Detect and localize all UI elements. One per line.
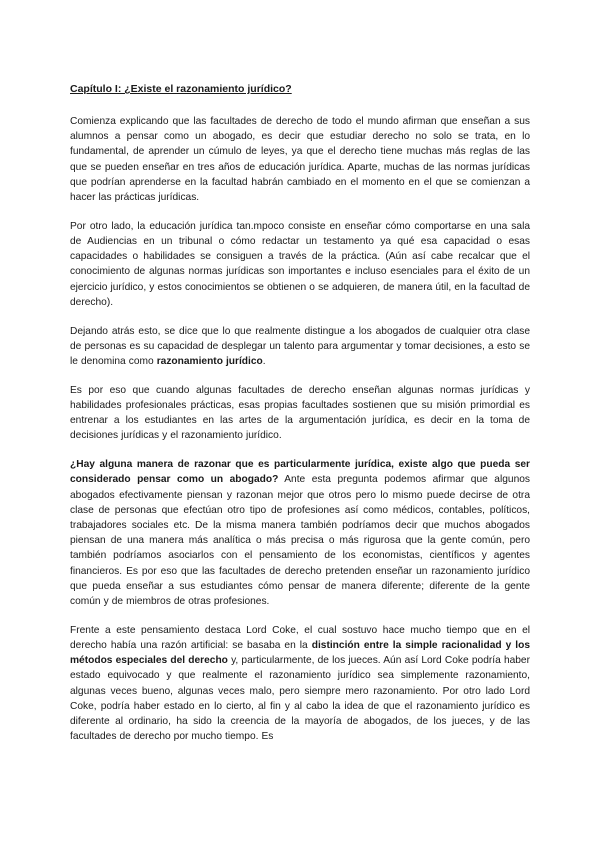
document-body: [70, 114, 530, 744]
paragraph: [70, 219, 530, 310]
bold-text: distinción entre la simple racionalidad y los métodos especiales del derecho: [70, 640, 531, 667]
bold-text: razonamiento jurídico: [156, 356, 263, 368]
paragraph: [70, 114, 530, 205]
paragraph: [70, 324, 530, 370]
text-run: Comienza explicando que las facultades de derecho de todo el mundo afirman que enseñan a sus alumnos a pensar como un abogado, es decir que estudiar derecho no solo se trata, en lo fundamental, de aprender un cúmulo de leyes, ya que el derecho tiene muchas más reglas de las que se pueden enseñar en tres años de educación jurídica. Aparte, muchas de las normas jurídicas que podrían aprenderse en la facultad habrán cambiado en el momento en el que se comienzan a hacer las prácticas jurídicas.: [70, 116, 530, 204]
text-run: Ante esta pregunta podemos afirmar que algunos abogados efectivamente piensan y razonan mejor que otros pero lo mismo puede decirse de otra clase de personas que efectúan otro tipo de profesiones así como médicos, contables, políticos, trabajadores sociales etc. De la misma manera también podríamos decir que muchos abogados piensan de una manera más analítica o más precisa o más rigurosa que la gente común, pero también podríamos asociarlos con el pensamiento de los economistas, científicos y agentes financieros. Es por eso que las facultades de derecho pretenden enseñar un razonamiento jurídico que pueda enseñar a sus estudiantes cómo pensar de manera diferente; diferente de la gente común y de miembros de otras profesiones.: [70, 474, 530, 608]
bold-text: ¿Hay alguna manera de razonar que es particularmente jurídica, existe algo que pueda ser considerado pensar como un abogado?: [70, 459, 530, 486]
text-run: Frente a este pensamiento destaca Lord Coke, el cual sostuvo hace mucho tiempo que en el derecho había una razón artificial: se basaba en la: [70, 624, 530, 652]
text-run: y, particularmente, de los jueces. Aún así Lord Coke podría haber estado equivocado y que realmente el razonamiento jurídico sea simplemente razonamiento, algunas veces bueno, algunas veces malo, pero siempre mero razonamiento. Por otro lado Lord Coke, podría haber estado en lo cierto, al fin y al cabo la idea de que el razonamiento jurídico es diferente al ordinario, ha sido la creencia de la mayoría de abogados, de los jueces, y de las facultades de derecho por mucho tiempo. Es: [70, 655, 530, 743]
chapter-title: Capítulo I: ¿Existe el razonamiento jurídico?: [70, 83, 292, 95]
text-run: .: [262, 356, 266, 368]
paragraph: [70, 457, 530, 609]
text-run: Por otro lado, la educación jurídica tan.mpoco consiste en enseñar cómo comportarse en una sala de Audiencias en un tribunal o cómo redactar un testamento ya qué esa capacidad o esas capacidades o habilidades se consiguen a través de la práctica. (Aún así cabe recalcar que el conocimiento de algunas normas jurídicas son importantes e incluso esenciales para el éxito de un ejercicio jurídico, y estos conocimientos se obtienen o se adquieren, de manera útil, en la facultad de derecho).: [70, 220, 530, 308]
paragraph: [70, 623, 530, 745]
paragraph: [70, 383, 530, 444]
text-run: Dejando atrás esto, se dice que lo que realmente distingue a los abogados de cualquier otra clase de personas es su capacidad de desplegar un talento para argumentar y tomar decisiones, a esto se le denomina como: [70, 325, 530, 368]
text-run: Es por eso que cuando algunas facultades de derecho enseñan algunas normas jurídicas y habilidades profesionales prácticas, esas propias facultades sostienen que su misión primordial es entrenar a los estudiantes en las artes de la argumentación jurídica, es decir en la toma de decisiones jurídicas y el razonamiento jurídico.: [70, 384, 530, 442]
